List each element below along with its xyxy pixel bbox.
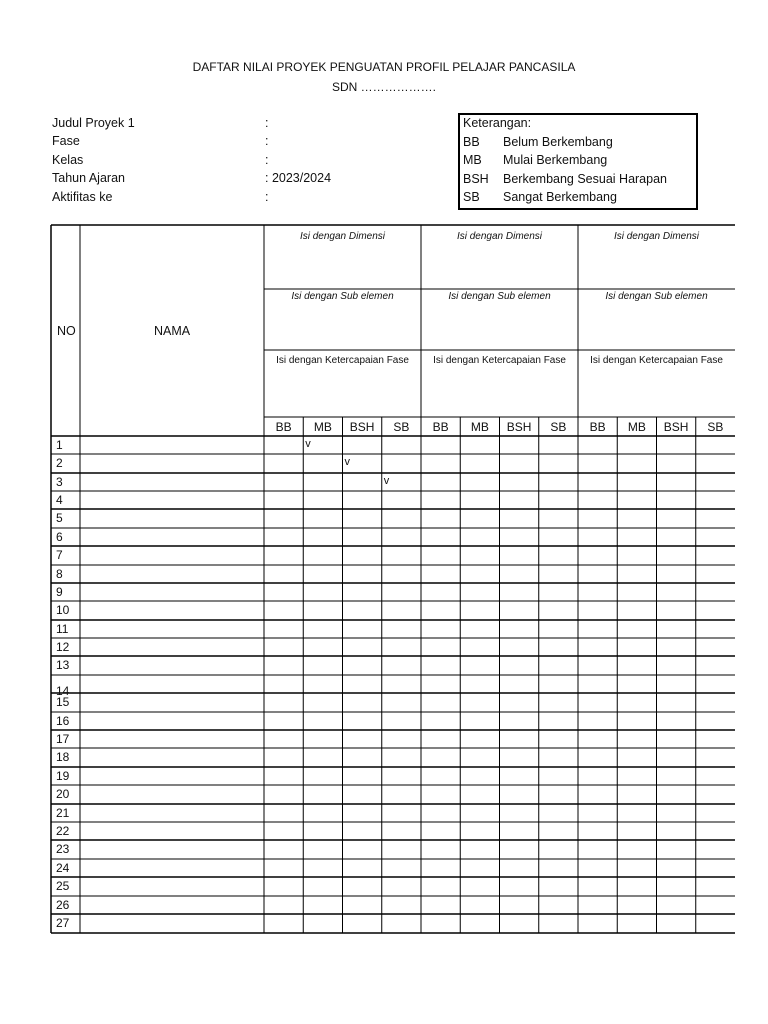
legend-desc: Berkembang Sesuai Harapan (503, 172, 667, 186)
column-header-nama: NAMA (154, 324, 191, 338)
level-header-bb: BB (432, 420, 449, 434)
column-header-no: NO (57, 324, 76, 338)
row-number: 14 (56, 684, 70, 698)
sub-elemen-label: Isi dengan Sub elemen (448, 291, 551, 302)
legend-code: BSH (463, 172, 489, 186)
row-number: 2 (56, 456, 63, 470)
row-number: 27 (56, 916, 70, 930)
row-number: 23 (56, 842, 70, 856)
level-header-bsh: BSH (663, 420, 689, 434)
info-value: : (265, 134, 269, 148)
row-number: 6 (56, 530, 63, 544)
sub-elemen-label: Isi dengan Sub elemen (291, 291, 394, 302)
ketercapaian-fase-label: Isi dengan Ketercapaian Fase (433, 355, 566, 366)
info-value: : (265, 190, 269, 204)
check-mark: v (305, 438, 311, 450)
info-value: : 2023/2024 (265, 171, 332, 185)
school-name: SDN ………………. (331, 80, 436, 94)
level-header-mb: MB (627, 420, 646, 434)
legend-code: SB (463, 190, 480, 204)
row-number: 8 (56, 567, 63, 581)
check-mark: v (344, 456, 350, 468)
dimensi-label: Isi dengan Dimensi (456, 231, 543, 242)
row-number: 4 (56, 493, 63, 507)
row-number: 19 (56, 769, 70, 783)
row-number: 10 (56, 603, 70, 617)
ketercapaian-fase-label: Isi dengan Ketercapaian Fase (276, 355, 409, 366)
info-label: Judul Proyek 1 (52, 116, 135, 130)
row-number: 5 (56, 511, 63, 525)
level-header-bb: BB (589, 420, 606, 434)
legend-desc: Belum Berkembang (503, 135, 613, 149)
dimensi-label: Isi dengan Dimensi (613, 231, 700, 242)
row-number: 20 (56, 787, 70, 801)
info-label: Aktifitas ke (52, 190, 113, 204)
info-label: Fase (52, 134, 80, 148)
row-number: 13 (56, 658, 70, 672)
level-header-bsh: BSH (349, 420, 375, 434)
row-number: 18 (56, 750, 70, 764)
legend-heading: Keterangan: (463, 116, 532, 130)
level-header-sb: SB (707, 420, 724, 434)
legend-desc: Sangat Berkembang (503, 190, 617, 204)
sub-elemen-label: Isi dengan Sub elemen (605, 291, 708, 302)
row-number: 1 (56, 438, 63, 452)
row-number: 21 (56, 806, 70, 820)
level-header-bb: BB (275, 420, 292, 434)
level-header-sb: SB (550, 420, 567, 434)
row-number: 26 (56, 898, 70, 912)
level-header-mb: MB (470, 420, 489, 434)
legend-code: MB (463, 153, 482, 167)
legend-desc: Mulai Berkembang (503, 153, 608, 167)
row-number: 15 (56, 695, 70, 709)
dimensi-label: Isi dengan Dimensi (299, 231, 386, 242)
info-label: Kelas (52, 153, 84, 167)
row-number: 9 (56, 585, 63, 599)
document-title: DAFTAR NILAI PROYEK PENGUATAN PROFIL PELAJAR PANCASILA (192, 60, 576, 74)
check-mark: v (383, 475, 390, 487)
ketercapaian-fase-label: Isi dengan Ketercapaian Fase (590, 355, 723, 366)
row-number: 11 (56, 622, 69, 636)
legend-code: BB (463, 135, 480, 149)
level-header-sb: SB (393, 420, 410, 434)
row-number: 3 (56, 475, 63, 489)
info-label: Tahun Ajaran (52, 171, 125, 185)
info-value: : (265, 116, 269, 130)
row-number: 24 (56, 861, 70, 875)
row-number: 7 (56, 548, 63, 562)
level-header-bsh: BSH (506, 420, 532, 434)
level-header-mb: MB (313, 420, 332, 434)
row-number: 16 (56, 714, 70, 728)
row-number: 22 (56, 824, 70, 838)
row-number: 17 (56, 732, 70, 746)
row-number: 12 (56, 640, 70, 654)
row-number: 25 (56, 879, 70, 893)
info-value: : (265, 153, 269, 167)
